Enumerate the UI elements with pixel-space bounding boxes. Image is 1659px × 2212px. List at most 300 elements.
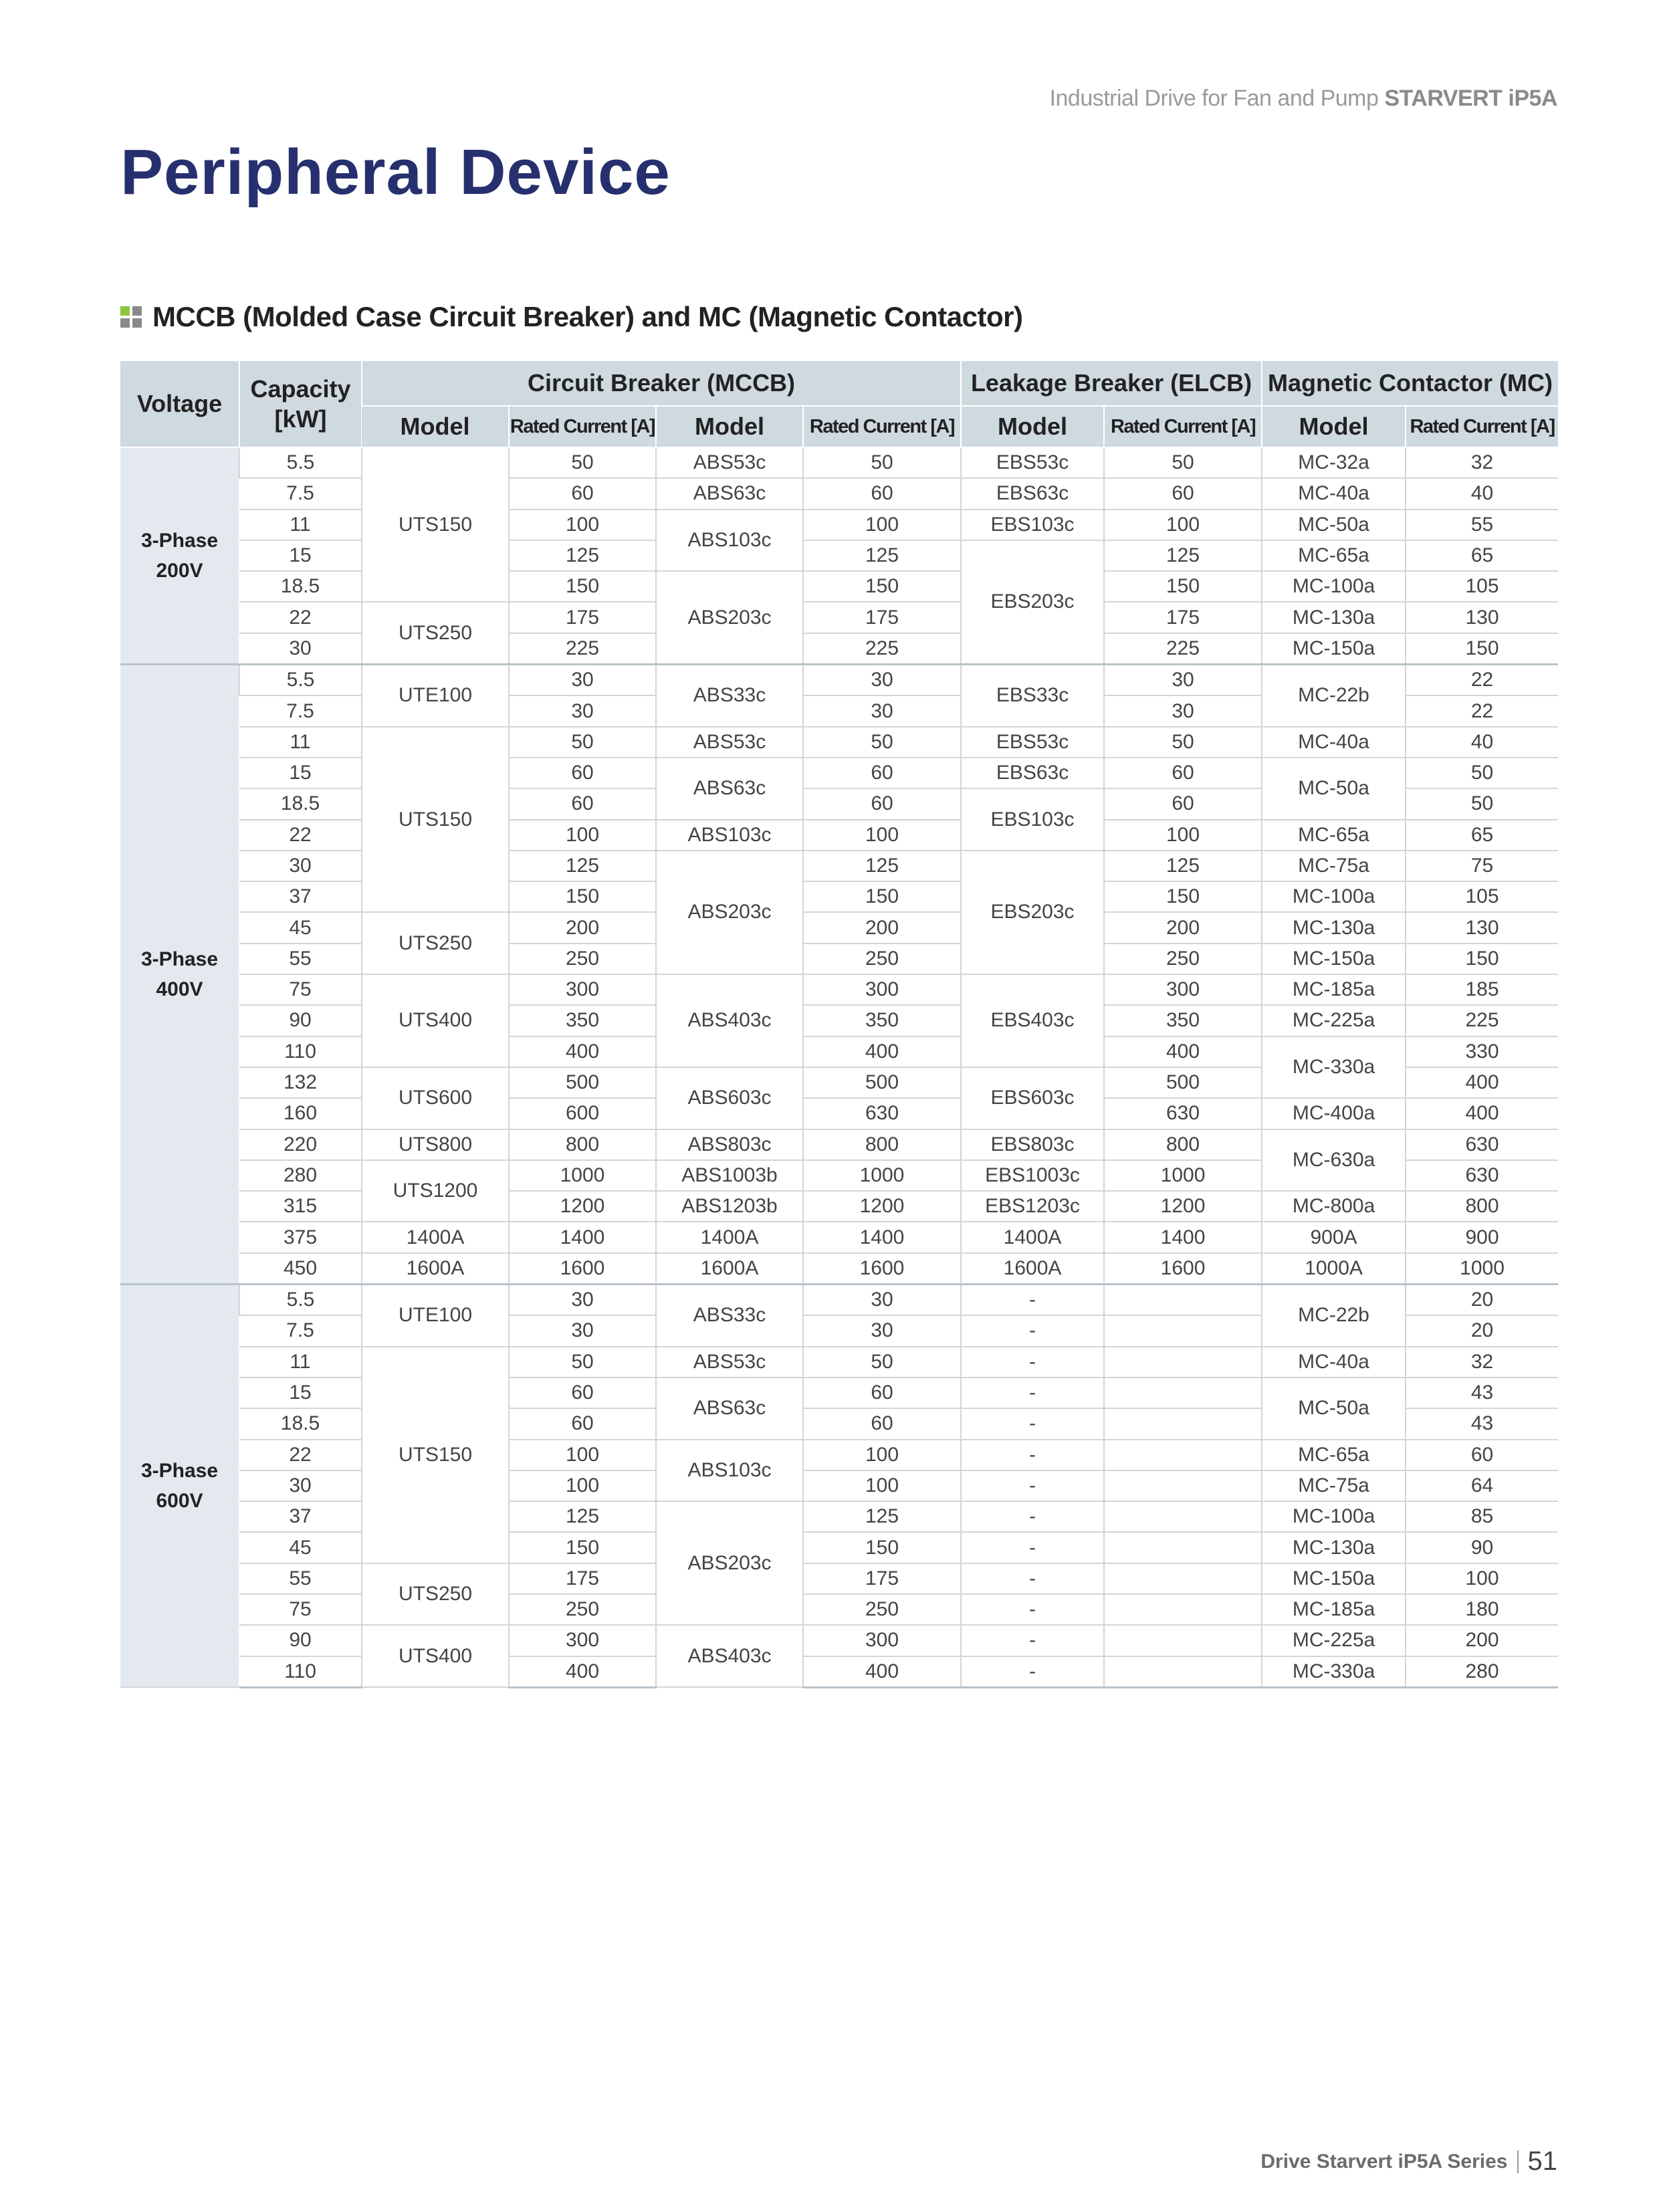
mc-rated-cell: 40 [1406, 727, 1558, 758]
mc-rated-cell: 330 [1406, 1036, 1558, 1067]
mc-rated-cell: 630 [1406, 1160, 1558, 1191]
mccb-model-cell: UTS400 [362, 974, 509, 1067]
mc-rated-cell: 105 [1406, 881, 1558, 912]
mccb-rated-cell: 1400 [509, 1222, 656, 1252]
mc-rated-cell: 65 [1406, 820, 1558, 851]
mc-model-cell: MC-22b [1262, 1285, 1406, 1347]
running-header [1050, 86, 1557, 112]
abs-rated-cell: 60 [803, 1377, 961, 1408]
capacity-cell: 75 [239, 974, 362, 1005]
abs-rated-cell: 175 [803, 602, 961, 633]
elcb-rated-cell [1104, 1347, 1262, 1377]
abs-model-cell: ABS1203b [656, 1191, 803, 1222]
table-row [120, 1563, 1558, 1594]
mc-rated-cell: 50 [1406, 758, 1558, 788]
capacity-cell: 22 [239, 602, 362, 633]
mc-rated-cell: 43 [1406, 1377, 1558, 1408]
abs-rated-cell: 350 [803, 1005, 961, 1036]
abs-rated-cell: 30 [803, 665, 961, 696]
abs-rated-cell: 200 [803, 912, 961, 943]
abs-rated-cell: 175 [803, 1563, 961, 1594]
abs-rated-cell: 500 [803, 1067, 961, 1098]
elcb-rated-cell: 800 [1104, 1129, 1262, 1160]
elcb-model-cell: - [961, 1440, 1104, 1470]
mccb-model-cell: UTE100 [362, 665, 509, 727]
mc-model-cell: MC-50a [1262, 1377, 1406, 1440]
abs-rated-cell: 60 [803, 758, 961, 788]
elcb-model-cell: 1600A [961, 1253, 1104, 1285]
elcb-model-cell: EBS603c [961, 1067, 1104, 1129]
table-row [120, 1253, 1558, 1285]
table-row [120, 602, 1558, 633]
mccb-rated-cell: 175 [509, 1563, 656, 1594]
mc-model-cell: MC-800a [1262, 1191, 1406, 1222]
elcb-rated-cell: 1200 [1104, 1191, 1262, 1222]
capacity-cell: 315 [239, 1191, 362, 1222]
mccb-mc-table [120, 361, 1558, 1688]
table-body [120, 447, 1558, 1687]
mc-rated-cell: 400 [1406, 1098, 1558, 1129]
capacity-cell: 11 [239, 1347, 362, 1377]
mccb-rated-cell: 1200 [509, 1191, 656, 1222]
abs-rated-cell: 125 [803, 1501, 961, 1532]
abs-rated-cell: 1200 [803, 1191, 961, 1222]
abs-rated-cell: 800 [803, 1129, 961, 1160]
mc-model-cell: MC-50a [1262, 758, 1406, 820]
table-row [120, 1285, 1558, 1316]
mc-model-cell: MC-40a [1262, 478, 1406, 509]
header-prefix: Industrial Drive for Fan and Pump [1049, 86, 1385, 111]
table-row [120, 1625, 1558, 1656]
elcb-rated-cell: 175 [1104, 602, 1262, 633]
mc-rated-cell: 225 [1406, 1005, 1558, 1036]
capacity-cell: 450 [239, 1253, 362, 1285]
mccb-model-cell: UTS250 [362, 602, 509, 664]
elcb-rated-cell: 60 [1104, 478, 1262, 509]
mc-model-cell: MC-100a [1262, 571, 1406, 602]
mc-rated-cell: 85 [1406, 1501, 1558, 1532]
footer-divider [1517, 2150, 1519, 2173]
capacity-cell: 18.5 [239, 788, 362, 819]
mc-model-cell: MC-400a [1262, 1098, 1406, 1129]
bullet-square [120, 306, 130, 316]
mccb-rated-cell: 250 [509, 1594, 656, 1625]
capacity-cell: 375 [239, 1222, 362, 1252]
mc-rated-cell: 20 [1406, 1315, 1558, 1346]
table-row [120, 881, 1558, 912]
abs-model-cell: ABS63c [656, 478, 803, 509]
elcb-rated-cell: 250 [1104, 944, 1262, 974]
mc-model-cell: MC-330a [1262, 1036, 1406, 1099]
capacity-cell: 110 [239, 1656, 362, 1688]
mccb-rated-cell: 1000 [509, 1160, 656, 1191]
abs-model-cell: ABS53c [656, 1347, 803, 1377]
mc-rated-cell: 20 [1406, 1285, 1558, 1316]
col-mc-rated: Rated Current [A] [1406, 406, 1558, 447]
elcb-model-cell: - [961, 1470, 1104, 1501]
abs-rated-cell: 50 [803, 727, 961, 758]
col-group-mccb: Circuit Breaker (MCCB) [362, 361, 961, 406]
elcb-model-cell: EBS203c [961, 851, 1104, 974]
mc-rated-cell: 50 [1406, 788, 1558, 819]
abs-rated-cell: 250 [803, 1594, 961, 1625]
mccb-rated-cell: 1600 [509, 1253, 656, 1285]
table-row [120, 1098, 1558, 1129]
abs-model-cell: ABS403c [656, 974, 803, 1067]
elcb-rated-cell: 125 [1104, 851, 1262, 881]
mc-rated-cell: 32 [1406, 447, 1558, 478]
mccb-rated-cell: 100 [509, 1470, 656, 1501]
mc-model-cell: 900A [1262, 1222, 1406, 1252]
table-row [120, 633, 1558, 665]
abs-rated-cell: 60 [803, 788, 961, 819]
abs-rated-cell: 400 [803, 1036, 961, 1067]
elcb-rated-cell [1104, 1563, 1262, 1594]
elcb-rated-cell: 1600 [1104, 1253, 1262, 1285]
mccb-rated-cell: 150 [509, 1532, 656, 1563]
voltage-cell: 3-Phase 200V [120, 447, 239, 665]
col-mc-model: Model [1262, 406, 1406, 447]
abs-rated-cell: 50 [803, 1347, 961, 1377]
capacity-cell: 5.5 [239, 447, 362, 478]
capacity-cell: 30 [239, 1470, 362, 1501]
mc-rated-cell: 65 [1406, 540, 1558, 571]
abs-model-cell: ABS1003b [656, 1160, 803, 1191]
elcb-rated-cell: 400 [1104, 1036, 1262, 1067]
elcb-model-cell: - [961, 1501, 1104, 1532]
elcb-model-cell: EBS403c [961, 974, 1104, 1067]
table-row [120, 1005, 1558, 1036]
mccb-model-cell: 1400A [362, 1222, 509, 1252]
capacity-cell: 110 [239, 1036, 362, 1067]
capacity-cell: 18.5 [239, 571, 362, 602]
elcb-rated-cell: 1400 [1104, 1222, 1262, 1252]
capacity-cell: 45 [239, 912, 362, 943]
mccb-rated-cell: 60 [509, 788, 656, 819]
table-row [120, 944, 1558, 974]
mc-model-cell: MC-130a [1262, 1532, 1406, 1563]
abs-rated-cell: 30 [803, 695, 961, 726]
abs-rated-cell: 300 [803, 974, 961, 1005]
col-voltage: Voltage [120, 361, 239, 447]
elcb-rated-cell: 225 [1104, 633, 1262, 665]
elcb-rated-cell [1104, 1440, 1262, 1470]
mccb-rated-cell: 50 [509, 447, 656, 478]
col-mccb-model-2: Model [656, 406, 803, 447]
mccb-rated-cell: 350 [509, 1005, 656, 1036]
abs-rated-cell: 630 [803, 1098, 961, 1129]
page-number: 51 [1527, 2146, 1557, 2176]
mc-rated-cell: 90 [1406, 1532, 1558, 1563]
elcb-rated-cell [1104, 1656, 1262, 1688]
abs-rated-cell: 400 [803, 1656, 961, 1688]
abs-model-cell: ABS203c [656, 571, 803, 664]
mccb-rated-cell: 30 [509, 1315, 656, 1346]
mc-rated-cell: 200 [1406, 1625, 1558, 1656]
elcb-rated-cell: 50 [1104, 727, 1262, 758]
elcb-model-cell: - [961, 1594, 1104, 1625]
mc-rated-cell: 400 [1406, 1067, 1558, 1098]
capacity-cell: 90 [239, 1005, 362, 1036]
abs-rated-cell: 1000 [803, 1160, 961, 1191]
table-row [120, 478, 1558, 509]
mccb-rated-cell: 600 [509, 1098, 656, 1129]
capacity-cell: 15 [239, 758, 362, 788]
table-row [120, 1532, 1558, 1563]
elcb-model-cell: EBS103c [961, 788, 1104, 851]
mccb-rated-cell: 400 [509, 1656, 656, 1688]
mc-model-cell: MC-50a [1262, 510, 1406, 540]
mc-model-cell: MC-65a [1262, 540, 1406, 571]
col-mccb-rated-2: Rated Current [A] [803, 406, 961, 447]
capacity-cell: 5.5 [239, 1285, 362, 1316]
elcb-model-cell: - [961, 1563, 1104, 1594]
mc-model-cell: MC-40a [1262, 1347, 1406, 1377]
abs-rated-cell: 100 [803, 820, 961, 851]
abs-rated-cell: 1400 [803, 1222, 961, 1252]
elcb-rated-cell: 100 [1104, 820, 1262, 851]
capacity-cell: 7.5 [239, 478, 362, 509]
mc-model-cell: MC-100a [1262, 881, 1406, 912]
table-row [120, 1594, 1558, 1625]
abs-rated-cell: 300 [803, 1625, 961, 1656]
abs-rated-cell: 225 [803, 633, 961, 665]
elcb-model-cell: EBS33c [961, 665, 1104, 727]
mc-rated-cell: 105 [1406, 571, 1558, 602]
capacity-cell: 15 [239, 1377, 362, 1408]
mc-rated-cell: 40 [1406, 478, 1558, 509]
mc-rated-cell: 55 [1406, 510, 1558, 540]
mc-rated-cell: 60 [1406, 1440, 1558, 1470]
elcb-rated-cell: 200 [1104, 912, 1262, 943]
mccb-rated-cell: 100 [509, 820, 656, 851]
mc-rated-cell: 32 [1406, 1347, 1558, 1377]
mc-rated-cell: 100 [1406, 1563, 1558, 1594]
mccb-rated-cell: 50 [509, 1347, 656, 1377]
table-row [120, 1222, 1558, 1252]
elcb-model-cell: EBS63c [961, 758, 1104, 788]
mc-rated-cell: 130 [1406, 602, 1558, 633]
mccb-rated-cell: 125 [509, 540, 656, 571]
elcb-model-cell: - [961, 1285, 1104, 1316]
elcb-rated-cell [1104, 1470, 1262, 1501]
table-row [120, 727, 1558, 758]
mc-model-cell: 1000A [1262, 1253, 1406, 1285]
mccb-model-cell: UTS250 [362, 912, 509, 974]
mccb-model-cell: UTS250 [362, 1563, 509, 1626]
mc-rated-cell: 180 [1406, 1594, 1558, 1625]
abs-model-cell: ABS203c [656, 1501, 803, 1625]
elcb-rated-cell: 500 [1104, 1067, 1262, 1098]
mccb-model-cell: UTS150 [362, 1347, 509, 1563]
abs-model-cell: ABS803c [656, 1129, 803, 1160]
mc-rated-cell: 64 [1406, 1470, 1558, 1501]
bullet-square [132, 318, 142, 328]
table-row [120, 1036, 1558, 1067]
mccb-rated-cell: 60 [509, 758, 656, 788]
elcb-rated-cell [1104, 1501, 1262, 1532]
elcb-rated-cell: 125 [1104, 540, 1262, 571]
abs-rated-cell: 30 [803, 1285, 961, 1316]
elcb-rated-cell: 30 [1104, 695, 1262, 726]
mc-model-cell: MC-150a [1262, 944, 1406, 974]
mccb-rated-cell: 250 [509, 944, 656, 974]
abs-rated-cell: 125 [803, 540, 961, 571]
mccb-rated-cell: 500 [509, 1067, 656, 1098]
abs-rated-cell: 150 [803, 881, 961, 912]
mc-rated-cell: 22 [1406, 695, 1558, 726]
table-row [120, 912, 1558, 943]
elcb-model-cell: - [961, 1408, 1104, 1439]
mccb-rated-cell: 60 [509, 478, 656, 509]
elcb-model-cell: EBS803c [961, 1129, 1104, 1160]
abs-model-cell: ABS403c [656, 1625, 803, 1687]
col-capacity: Capacity [kW] [239, 361, 362, 447]
table-row [120, 1440, 1558, 1470]
abs-model-cell: ABS63c [656, 1377, 803, 1440]
elcb-model-cell: - [961, 1315, 1104, 1346]
mccb-model-cell: 1600A [362, 1253, 509, 1285]
table-row [120, 540, 1558, 571]
capacity-cell: 15 [239, 540, 362, 571]
abs-model-cell: ABS63c [656, 758, 803, 820]
abs-rated-cell: 150 [803, 1532, 961, 1563]
mc-model-cell: MC-32a [1262, 447, 1406, 478]
col-group-elcb: Leakage Breaker (ELCB) [961, 361, 1262, 406]
mc-rated-cell: 630 [1406, 1129, 1558, 1160]
mccb-rated-cell: 300 [509, 974, 656, 1005]
elcb-model-cell: EBS1203c [961, 1191, 1104, 1222]
capacity-cell: 160 [239, 1098, 362, 1129]
capacity-cell: 90 [239, 1625, 362, 1656]
mccb-rated-cell: 60 [509, 1377, 656, 1408]
elcb-rated-cell: 300 [1104, 974, 1262, 1005]
elcb-rated-cell: 60 [1104, 758, 1262, 788]
mccb-model-cell: UTS150 [362, 727, 509, 913]
elcb-model-cell: EBS63c [961, 478, 1104, 509]
mccb-model-cell: UTS400 [362, 1625, 509, 1687]
mccb-rated-cell: 30 [509, 1285, 656, 1316]
mccb-rated-cell: 800 [509, 1129, 656, 1160]
elcb-rated-cell [1104, 1377, 1262, 1408]
elcb-rated-cell [1104, 1532, 1262, 1563]
mccb-rated-cell: 60 [509, 1408, 656, 1439]
mc-model-cell: MC-75a [1262, 851, 1406, 881]
abs-model-cell: ABS33c [656, 1285, 803, 1347]
abs-model-cell: ABS53c [656, 447, 803, 478]
capacity-cell: 11 [239, 510, 362, 540]
capacity-cell: 132 [239, 1067, 362, 1098]
table-row [120, 1470, 1558, 1501]
page-footer [1260, 2146, 1557, 2177]
header-brand: STARVERT iP5A [1384, 86, 1557, 111]
elcb-model-cell: EBS103c [961, 510, 1104, 540]
capacity-cell: 55 [239, 1563, 362, 1594]
mc-rated-cell: 130 [1406, 912, 1558, 943]
mc-model-cell: MC-630a [1262, 1129, 1406, 1192]
mc-model-cell: MC-150a [1262, 633, 1406, 665]
mccb-model-cell: UTE100 [362, 1285, 509, 1347]
mc-model-cell: MC-185a [1262, 1594, 1406, 1625]
mc-model-cell: MC-225a [1262, 1625, 1406, 1656]
footer-series: Drive Starvert iP5A Series [1260, 2150, 1508, 2173]
mccb-model-cell: UTS150 [362, 447, 509, 602]
mccb-rated-cell: 100 [509, 1440, 656, 1470]
table-row [120, 1191, 1558, 1222]
elcb-rated-cell: 350 [1104, 1005, 1262, 1036]
mccb-rated-cell: 50 [509, 727, 656, 758]
abs-rated-cell: 100 [803, 1440, 961, 1470]
abs-model-cell: 1400A [656, 1222, 803, 1252]
abs-rated-cell: 60 [803, 1408, 961, 1439]
capacity-cell: 30 [239, 633, 362, 665]
section-bullet-icon [120, 306, 142, 328]
mc-rated-cell: 800 [1406, 1191, 1558, 1222]
mccb-rated-cell: 125 [509, 851, 656, 881]
elcb-model-cell: EBS1003c [961, 1160, 1104, 1191]
elcb-rated-cell [1104, 1625, 1262, 1656]
col-elcb-rated: Rated Current [A] [1104, 406, 1262, 447]
abs-model-cell: ABS603c [656, 1067, 803, 1129]
mccb-rated-cell: 125 [509, 1501, 656, 1532]
table-row [120, 665, 1558, 696]
elcb-rated-cell: 630 [1104, 1098, 1262, 1129]
mccb-rated-cell: 300 [509, 1625, 656, 1656]
mc-model-cell: MC-40a [1262, 727, 1406, 758]
mc-model-cell: MC-185a [1262, 974, 1406, 1005]
mccb-rated-cell: 30 [509, 695, 656, 726]
capacity-cell: 220 [239, 1129, 362, 1160]
abs-rated-cell: 30 [803, 1315, 961, 1346]
elcb-rated-cell: 60 [1104, 788, 1262, 819]
mc-model-cell: MC-130a [1262, 602, 1406, 633]
capacity-cell: 75 [239, 1594, 362, 1625]
mc-rated-cell: 22 [1406, 665, 1558, 696]
col-mccb-rated: Rated Current [A] [509, 406, 656, 447]
mccb-rated-cell: 150 [509, 571, 656, 602]
mc-model-cell: MC-100a [1262, 1501, 1406, 1532]
table-row [120, 758, 1558, 788]
abs-rated-cell: 60 [803, 478, 961, 509]
table-row [120, 510, 1558, 540]
capacity-cell: 30 [239, 851, 362, 881]
mccb-rated-cell: 225 [509, 633, 656, 665]
capacity-cell: 7.5 [239, 695, 362, 726]
bullet-square [132, 306, 142, 316]
abs-model-cell: ABS33c [656, 665, 803, 727]
table-row [120, 1501, 1558, 1532]
elcb-model-cell: EBS53c [961, 727, 1104, 758]
table-row [120, 1656, 1558, 1688]
mccb-model-cell: UTS600 [362, 1067, 509, 1129]
table-row [120, 1377, 1558, 1408]
capacity-cell: 37 [239, 881, 362, 912]
col-elcb-model: Model [961, 406, 1104, 447]
mc-rated-cell: 1000 [1406, 1253, 1558, 1285]
voltage-cell: 3-Phase 600V [120, 1285, 239, 1688]
section-heading [120, 301, 1022, 333]
elcb-rated-cell [1104, 1285, 1262, 1316]
abs-model-cell: ABS203c [656, 851, 803, 974]
mc-model-cell: MC-65a [1262, 820, 1406, 851]
abs-rated-cell: 1600 [803, 1253, 961, 1285]
capacity-cell: 18.5 [239, 1408, 362, 1439]
elcb-rated-cell: 1000 [1104, 1160, 1262, 1191]
table-row [120, 1129, 1558, 1160]
abs-model-cell: ABS103c [656, 820, 803, 851]
mc-model-cell: MC-65a [1262, 1440, 1406, 1470]
mc-model-cell: MC-75a [1262, 1470, 1406, 1501]
